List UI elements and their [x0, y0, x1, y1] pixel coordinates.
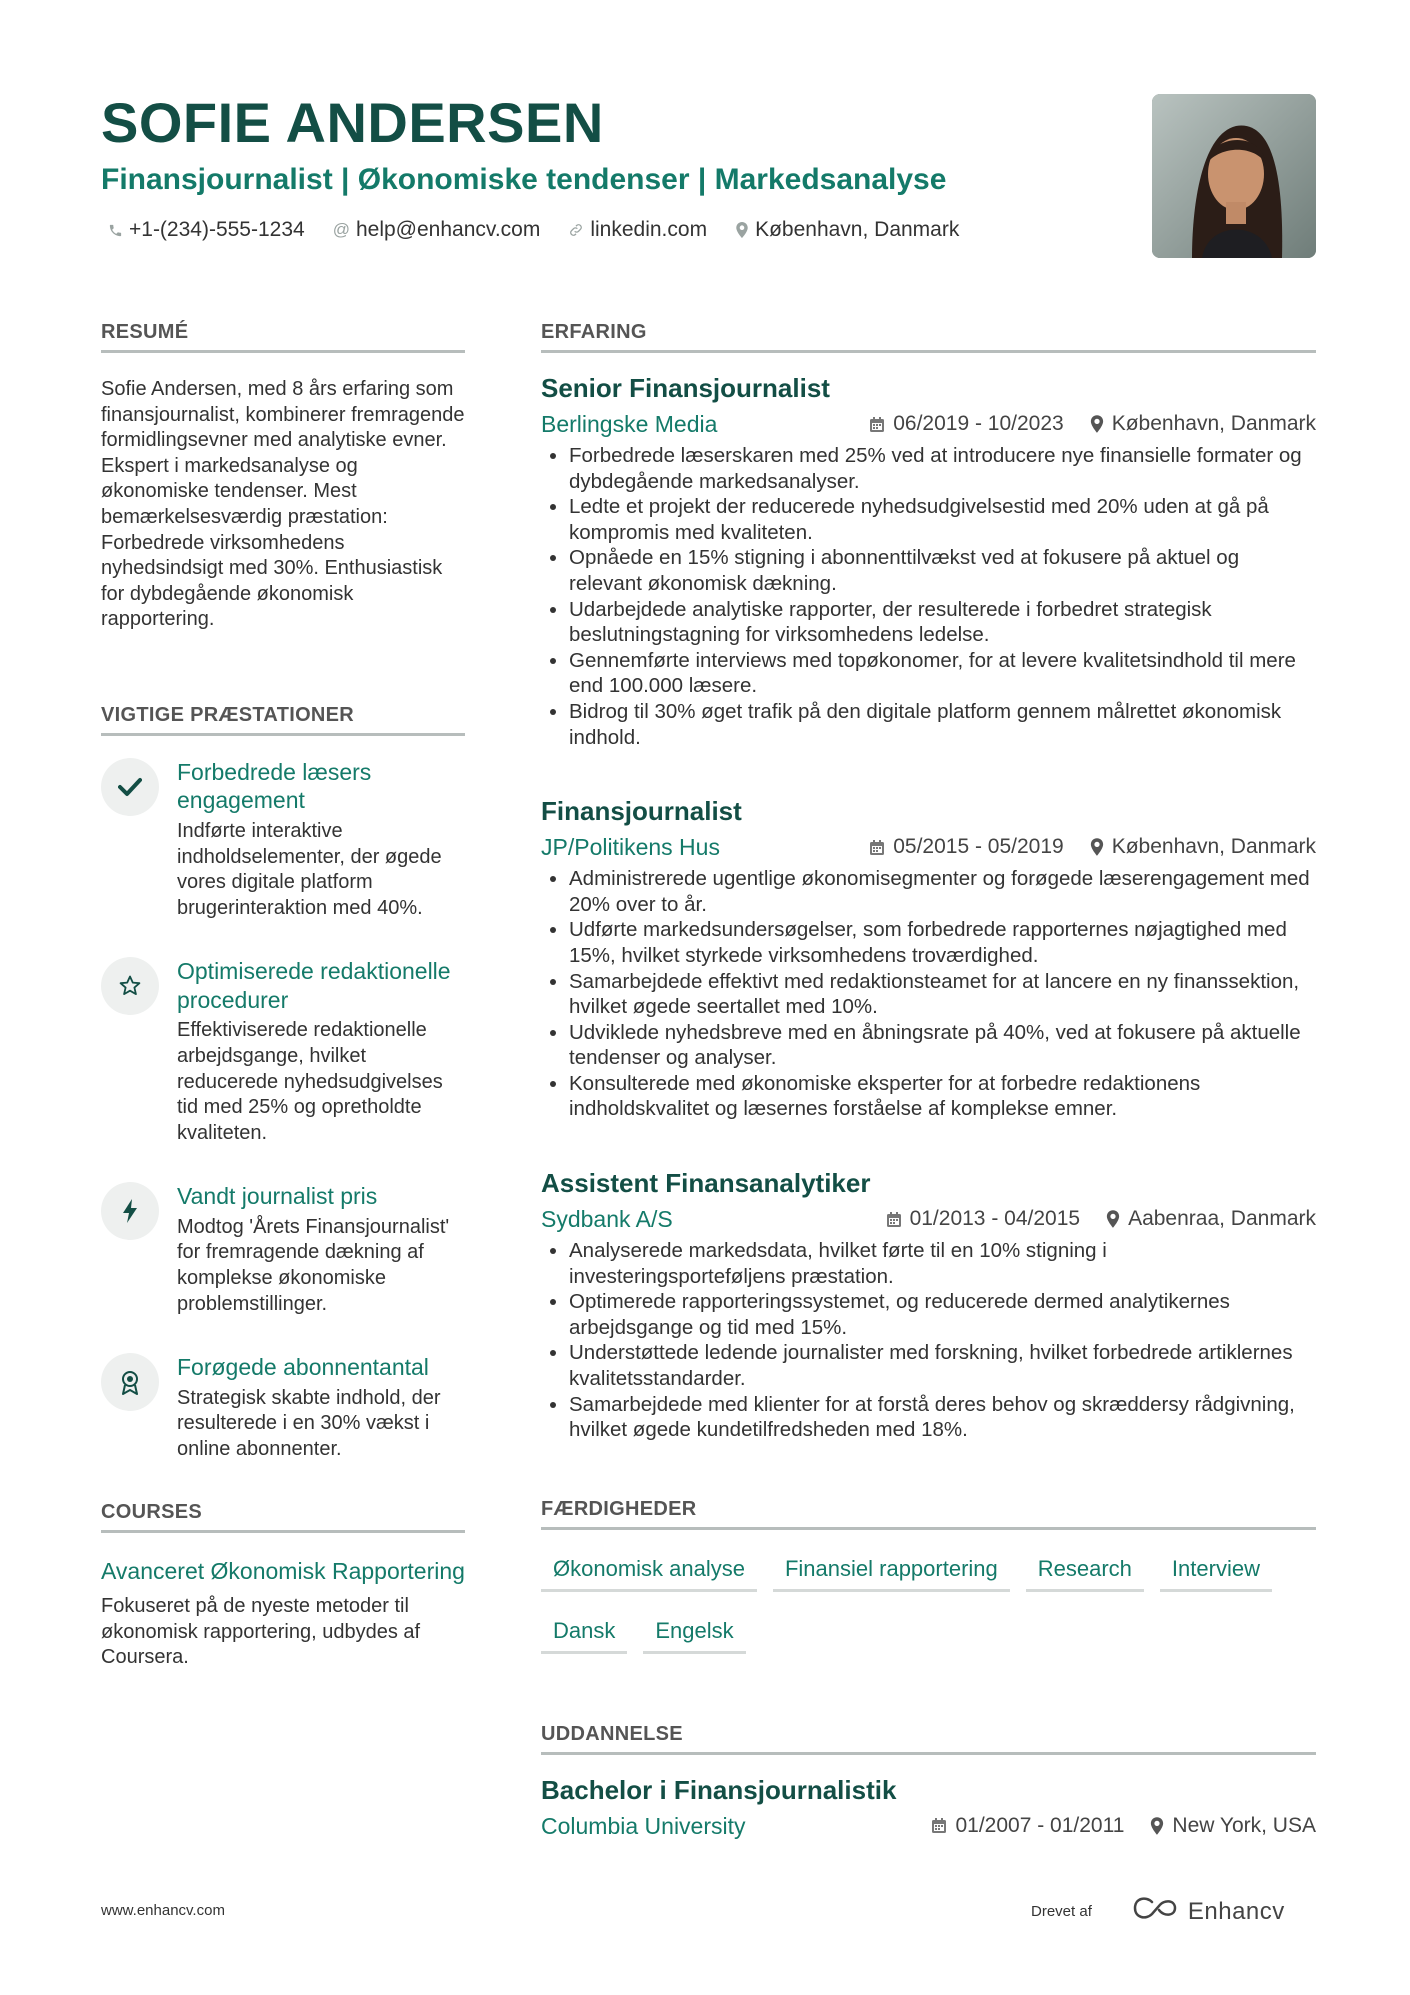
list-item: • Understøttede ledende journalister med forskning, hvilket forbedrede artiklernes kvalitetsstandarder.	[569, 1340, 1316, 1391]
summary-section	[101, 318, 465, 633]
headline: Finansjournalist | Økonomiske tendenser | Markedsanalyse	[101, 163, 947, 196]
list-item: • Optimerede rapporteringssystemet, og reducerede dermed analytikernes arbejdsgange og tid med 15%.	[569, 1289, 1316, 1340]
education-dates: 01/2007 - 01/2011	[955, 1813, 1125, 1837]
list-item: • Konsulterede med økonomiske eksperter for at forbedre redaktionens indholdskvalitet og læsernes forståelse af komplekse emner.	[569, 1071, 1316, 1122]
skill-tag: Interview	[1160, 1550, 1272, 1592]
candidate-name: SOFIE ANDERSEN	[101, 91, 604, 154]
footer-website[interactable]: www.enhancv.com	[101, 1902, 225, 1919]
location-text: København, Danmark	[755, 218, 960, 241]
location-pin-icon	[1090, 838, 1104, 856]
contact-linkedin[interactable]	[568, 218, 707, 242]
contact-bar	[108, 218, 959, 242]
job-bullets	[541, 1238, 1316, 1443]
skills-list	[541, 1550, 1316, 1654]
achievement-title: Forbedrede læsers engagement	[177, 758, 372, 814]
award-icon	[101, 1353, 159, 1411]
job-location: København, Danmark	[1111, 412, 1316, 435]
job-entry	[541, 371, 1316, 750]
achievement-title: Vandt journalist pris	[177, 1183, 378, 1210]
list-item: • Udarbejdede analytiske rapporter, der resulterede i forbedret strategisk beslutningstagning for virksomhedens ledelse.	[569, 597, 1316, 648]
star-icon	[101, 957, 159, 1015]
calendar-icon	[886, 1211, 902, 1228]
enhancv-logo-icon	[1132, 1896, 1178, 1927]
degree-title: Bachelor i Finansjournalistik	[541, 1774, 897, 1805]
powered-by-label: Drevet af	[1031, 1903, 1092, 1920]
calendar-icon	[869, 839, 885, 856]
list-item: • Opnåede en 15% stigning i abonnenttilvækst ved at fokusere på aktuel og relevant økonomisk dækning.	[569, 545, 1316, 596]
skill-tag: Økonomisk analyse	[541, 1550, 757, 1592]
achievement-title: Optimiserede redaktionelle procedurer	[177, 958, 451, 1013]
calendar-icon	[931, 1817, 947, 1834]
achievement-item	[101, 758, 465, 921]
section-title: VIGTIGE PRÆSTATIONER	[101, 701, 465, 736]
location-pin-icon	[1106, 1210, 1120, 1228]
list-item: • Gennemførte interviews med topøkonomer, for at levere kvalitetsindhold til mere end 100.000 læsere.	[569, 648, 1316, 699]
job-location: København, Danmark	[1111, 835, 1316, 859]
location-pin-icon	[1090, 415, 1104, 433]
education-location: New York, USA	[1172, 1813, 1316, 1837]
calendar-icon	[869, 416, 885, 433]
job-entry	[541, 794, 1316, 1122]
skill-tag: Research	[1026, 1550, 1144, 1592]
left-column	[101, 318, 465, 1671]
skill-tag: Engelsk	[643, 1612, 745, 1654]
location-pin-icon	[1150, 1817, 1164, 1835]
achievement-item	[101, 1182, 465, 1317]
list-item: • Ledte et projekt der reducerede nyhedsudgivelsestid med 20% uden at gå på kompromis med kvaliteten.	[569, 494, 1316, 545]
job-dates: 05/2015 - 05/2019	[893, 835, 1064, 859]
list-item: • Analyserede markedsdata, hvilket førte til en 10% stigning i investeringsporteføljens præstation.	[569, 1238, 1316, 1289]
section-title: FÆRDIGHEDER	[541, 1495, 1316, 1530]
achievement-desc: Effektiviserede redaktionelle arbejdsgange, hvilket reducerede nyhedsudgivelses tid med 25% og opretholdte kvaliteten.	[177, 1019, 443, 1144]
education-section	[541, 1720, 1316, 1841]
course-desc: Fokuseret på de nyeste metoder til økonomisk rapportering, udbydes af Coursera.	[101, 1594, 421, 1669]
right-column	[541, 318, 1316, 1841]
achievements-section	[101, 701, 465, 1463]
achievement-item	[101, 1353, 465, 1462]
job-location: Aabenraa, Danmark	[1128, 1207, 1316, 1231]
achievement-desc: Strategisk skabte indhold, der resulterede i en 30% vækst i online abonnenter.	[177, 1386, 441, 1460]
skill-tag: Finansiel rapportering	[773, 1550, 1010, 1592]
job-entry	[541, 1166, 1316, 1443]
summary-text: Sofie Andersen, med 8 års erfaring som finansjournalist, kombinerer fremragende formidlingsevner med analytiske evner. Ekspert i markedsanalyse og økonomiske tendenser. Mest bemærkelsesværdig præstation: Forbedrede virksomhedens nyhedsindsigt med 30%. Enthusiastisk for dybdegående økonomisk rapportering.	[101, 378, 465, 631]
list-item: • Udførte markedsundersøgelser, som forbedrede rapporternes nøjagtighed med 15%, hvilket styrkede virksomhedens troværdighed.	[569, 917, 1316, 968]
list-item: • Bidrog til 30% øget trafik på den digitale platform gennem målrettet økonomisk indhold.	[569, 699, 1316, 750]
section-title: COURSES	[101, 1498, 465, 1533]
company-name: JP/Politikens Hus	[541, 834, 720, 861]
list-item: • Administrerede ugentlige økonomisegmenter og forøgede læserengagement med 20% over to år.	[569, 866, 1316, 917]
phone-icon	[108, 223, 123, 238]
achievement-desc: Indførte interaktive indholdselementer, der øgede vores digitale platform brugerinteraktion med 40%.	[177, 819, 442, 919]
company-name: Sydbank A/S	[541, 1206, 673, 1233]
section-title: ERFARING	[541, 318, 1316, 353]
contact-email[interactable]	[333, 218, 541, 242]
job-bullets	[541, 443, 1316, 750]
phone-text: +1-(234)-555-1234	[129, 218, 305, 241]
brand-logo[interactable]	[1132, 1896, 1285, 1927]
check-icon	[101, 758, 159, 816]
linkedin-text: linkedin.com	[590, 218, 708, 241]
profile-photo	[1152, 94, 1316, 258]
job-title: Finansjournalist	[541, 796, 742, 827]
skills-section	[541, 1495, 1316, 1654]
list-item: • Udviklede nyhedsbreve med en åbningsrate på 40%, ved at fokusere på aktuelle tendenser og analyser.	[569, 1020, 1316, 1071]
job-title: Senior Finansjournalist	[541, 373, 830, 403]
achievement-title: Forøgede abonnentantal	[177, 1354, 429, 1381]
job-dates: 06/2019 - 10/2023	[893, 412, 1064, 435]
at-icon: @	[332, 220, 350, 239]
email-text: help@enhancv.com	[355, 218, 541, 241]
location-pin-icon	[735, 222, 749, 238]
section-title: RESUMÉ	[101, 318, 465, 353]
list-item: • Samarbejdede effektivt med redaktionsteamet for at lancere en ny finanssektion, hvilket øgede seertallet med 10%.	[569, 969, 1316, 1020]
skill-tag: Dansk	[541, 1612, 627, 1654]
contact-phone[interactable]	[108, 218, 305, 242]
job-bullets	[541, 866, 1316, 1122]
school-name: Columbia University	[541, 1812, 746, 1839]
company-name: Berlingske Media	[541, 411, 718, 437]
list-item: • Forbedrede læserskaren med 25% ved at introducere nye finansielle formater og dybdegående markedsanalyser.	[569, 443, 1316, 494]
section-title: UDDANNELSE	[541, 1720, 1316, 1755]
footer-branding	[1031, 1896, 1285, 1927]
job-dates: 01/2013 - 04/2015	[909, 1207, 1081, 1231]
achievement-desc: Modtog 'Årets Finansjournalist' for fremragende dækning af komplekse økonomiske problemstillinger.	[177, 1215, 450, 1315]
contact-location	[735, 218, 959, 242]
link-icon	[568, 222, 584, 238]
achievement-item	[101, 957, 465, 1146]
job-title: Assistent Finansanalytiker	[541, 1168, 871, 1199]
courses-section	[101, 1498, 465, 1670]
course-title: Avanceret Økonomisk Rapportering	[101, 1558, 465, 1585]
brand-name: Enhancv	[1187, 1897, 1285, 1925]
experience-section	[541, 318, 1316, 1443]
list-item: • Samarbejdede med klienter for at forstå deres behov og skræddersy rådgivning, hvilket øgede kundetilfredsheden med 18%.	[569, 1392, 1316, 1443]
lightning-icon	[101, 1182, 159, 1240]
